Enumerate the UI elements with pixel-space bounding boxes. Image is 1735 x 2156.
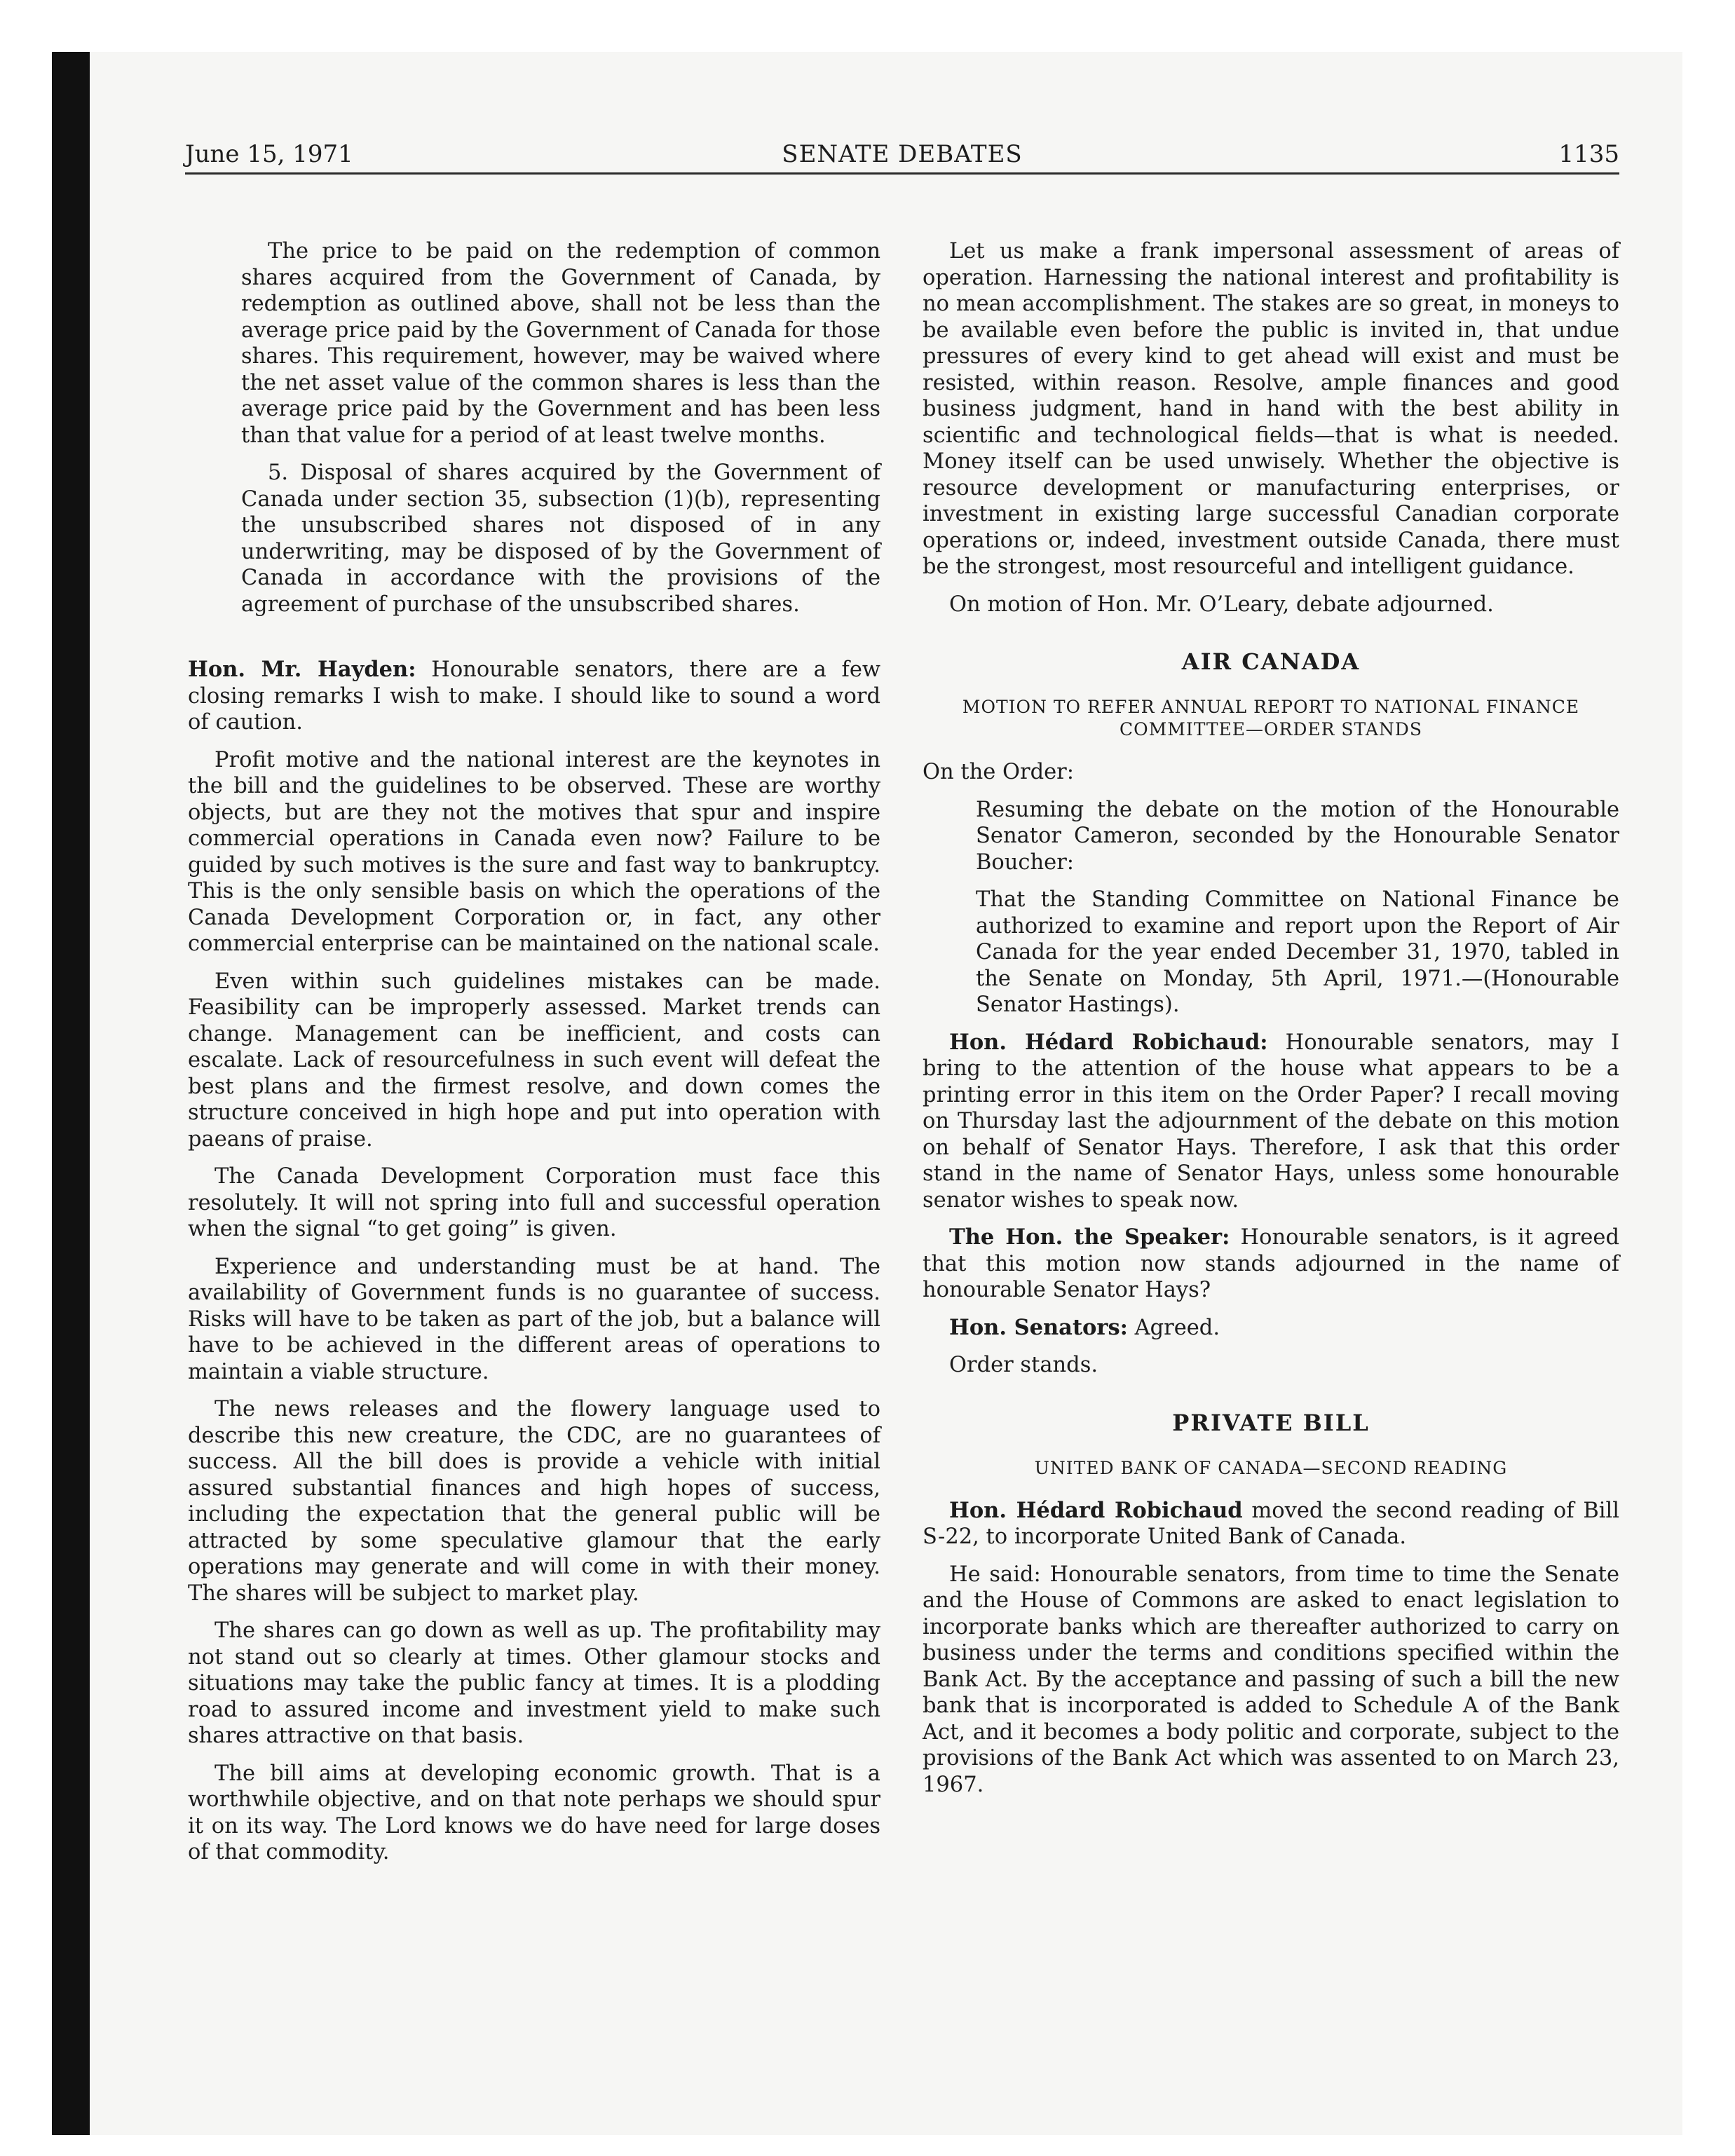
section-subheading: UNITED BANK OF CANADA—SECOND READING <box>1034 1457 1508 1478</box>
speech-text: moved the second reading of Bill S-22, to incorporate United Bank of Canada. <box>923 1498 1619 1549</box>
speaker-name: Hon. Hédard Robichaud: <box>949 1029 1268 1055</box>
quoted-clause: The price to be paid on the redemption of common shares acquired from the Government of Canada, by redemption as outlined above, shall not be less than the average price paid by the Government of Canada for those shares. This requirement, however, may be waived where the net asset value of the common shares is less than the average price paid by the Government and has been less than that value for a period of at least twelve months. <box>241 239 880 448</box>
speech-paragraph <box>188 657 880 736</box>
paragraph: He said: Honourable senators, from time to time the Senate and the House of Commons are asked to enact legislation to incorporate banks which are thereafter authorized to carry on business under the terms and conditions specified within the Bank Act. By the acceptance and passing of such a bill the new bank that is incorporated is added to Schedule A of the Bank Act, and it becomes a body politic and corporate, subject to the provisions of the Bank Act which was assented to on March 23, 1967. <box>923 1562 1619 1797</box>
order-label: On the Order: <box>923 760 1075 784</box>
paragraph: Even within such guidelines mistakes can be made. Feasibility can be improperly assessed. Market trends can change. Management can be inefficient, and costs can escalate. Lack of resourcefulness in such event will defeat the best plans and the firmest resolve, and down comes the structure conceived in high hope and put into operation with paeans of praise. <box>188 969 880 1152</box>
page-number: 1135 <box>1558 140 1619 168</box>
speech-paragraph <box>923 1224 1619 1304</box>
paragraph: The news releases and the flowery language used to describe this new creature, the CDC, are no guarantees of success. All the bill does is provide a vehicle with initial assured substantial finances and high hopes of success, including the expectation that the general public will be attracted by some speculative glamour that the early operations may generate and will come in with their money. The shares will be subject to market play. <box>188 1397 880 1606</box>
speech-paragraph <box>923 1315 1619 1342</box>
speaker-name: Hon. Mr. Hayden: <box>188 657 416 682</box>
speaker-name: The Hon. the Speaker: <box>949 1224 1230 1250</box>
paragraph: The bill aims at developing economic growth. That is a worthwhile objective, and on that note perhaps we should spur it on its way. The Lord knows we do have need for large doses of that commodity. <box>188 1761 880 1864</box>
speech-text: Honourable senators, is it agreed that this motion now stands adjourned in the name of honourable Senator Hays? <box>923 1225 1620 1302</box>
quoted-clause: 5. Disposal of shares acquired by the Government of Canada under section 35, subsection (1)(b), representing the unsubscribed shares not disposed of in any underwriting, may be disposed of by the Government of Canada in accordance with the provisions of the agreement of purchase of the unsubscribed shares. <box>241 460 880 617</box>
header-title: SENATE DEBATES <box>782 140 1023 168</box>
paragraph: Let us make a frank impersonal assessment of areas of operation. Harnessing the national interest and profitability is no mean accomplishment. The stakes are so great, in moneys to be available even before the public is invited in, that undue pressures of every kind to get ahead will exist and must be resisted, within reason. Resolve, ample finances and good business judgment, hand in hand with the best ability in scientific and technological fields—that is what is needed. Money itself can be used unwisely. Whether the objective is resource development or manufacturing enterprises, or investment in existing large successful Canadian corporate operations or, indeed, investment outside Canada, there must be the strongest, most resourceful and intelligent guidance. <box>923 239 1619 579</box>
left-column <box>188 238 880 1877</box>
speaker-name: Hon. Hédard Robichaud <box>949 1497 1243 1523</box>
procedural-note: On motion of Hon. Mr. O’Leary, debate adjourned. <box>949 592 1494 617</box>
right-column <box>923 238 1619 1809</box>
section-subheading: MOTION TO REFER ANNUAL REPORT TO NATIONAL FINANCE COMMITTEE—ORDER STANDS <box>962 697 1580 739</box>
paragraph: The shares can go down as well as up. The profitability may not stand out so clearly at times. Other glamour stocks and situations may take the public fancy at times. It is a plodding road to assured income and investment yield to make such shares attractive on that basis. <box>188 1618 880 1748</box>
speech-text: Honourable senators, there are a few closing remarks I wish to make. I should like to sound a word of caution. <box>188 657 880 735</box>
speech-paragraph <box>923 1030 1619 1214</box>
paragraph: Experience and understanding must be at hand. The availability of Government funds is no guarantee of success. Risks will have to be taken as part of the job, but a balance will have to be achieved in the different areas of operations to maintain a viable structure. <box>188 1254 880 1384</box>
spacer <box>188 629 880 657</box>
scan-edge <box>52 52 90 2135</box>
paragraph: The Canada Development Corporation must face this resolutely. It will not spring into full and successful operation when the signal “to get going” is given. <box>188 1164 880 1241</box>
section-heading: PRIVATE BILL <box>1172 1409 1370 1436</box>
header-date: June 15, 1971 <box>185 140 353 168</box>
speech-text: Honourable senators, may I bring to the attention of the house what appears to be a printing error in this item on the Order Paper? I recall moving on Thursday last the adjournment of the debate on this motion on behalf of Senator Hays. Therefore, I ask that this order stand in the name of Senator Hays, unless some honourable senator wishes to speak now. <box>923 1030 1619 1213</box>
section-heading: AIR CANADA <box>1181 648 1361 675</box>
order-text: Resuming the debate on the motion of the Honourable Senator Cameron, seconded by the Honourable Senator Boucher: <box>976 797 1619 875</box>
procedural-note: Order stands. <box>949 1353 1098 1377</box>
speech-paragraph <box>923 1498 1619 1550</box>
speech-text: Agreed. <box>1134 1315 1220 1340</box>
paragraph: Profit motive and the national interest are the keynotes in the bill and the guidelines to be observed. These are worthy objects, but are they not the motives that spur and inspire commercial operations in Canada even now? Failure to be guided by such motives is the sure and fast way to bankruptcy. This is the only sensible basis on which the operations of the Canada Development Corporation or, in fact, any other commercial enterprise can be maintained on the national scale. <box>188 747 880 956</box>
speaker-name: Hon. Senators: <box>949 1314 1128 1340</box>
running-header <box>185 140 1619 175</box>
order-text: That the Standing Committee on National Finance be authorized to examine and report upon the Report of Air Canada for the year ended December 31, 1970, tabled in the Senate on Monday, 5th April, 1971.—(Honourable Senator Hastings). <box>976 887 1619 1017</box>
